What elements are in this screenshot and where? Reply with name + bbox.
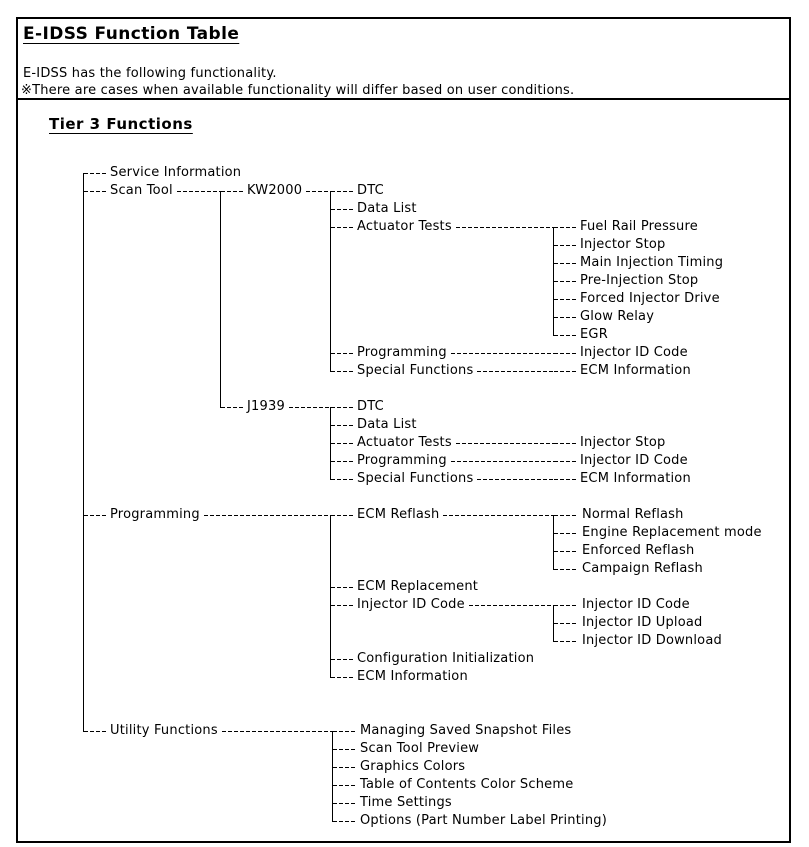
tree-branch-dash (221, 191, 243, 192)
intro-line-2: ※There are cases when available functionality will differ based on user conditions. (21, 83, 575, 98)
tree-node-table-of-contents-color-scheme: Table of Contents Color Scheme (360, 777, 574, 793)
section-title: Tier 3 Functions (49, 115, 193, 133)
tree-branch-dash (333, 821, 356, 822)
tree-branch-dash (221, 407, 243, 408)
tree-branch-dash (554, 641, 578, 642)
tree-node-scan-tool: Scan Tool (110, 183, 173, 199)
tree-node-kw2000: KW2000 (247, 183, 303, 199)
tree-node-actuator-tests: Actuator Tests (357, 219, 452, 235)
tree-node-enforced-reflash: Enforced Reflash (582, 543, 695, 559)
tree-node-campaign-reflash: Campaign Reflash (582, 561, 703, 577)
tree-branch-dash (477, 371, 554, 372)
tree-branch-dash (222, 731, 333, 732)
tree-branch-dash (84, 173, 106, 174)
tree-node-ecm-information: ECM Information (580, 363, 691, 379)
tree-branch-dash (554, 263, 576, 264)
tree-branch-dash (554, 551, 578, 552)
tree-vertical-line (83, 173, 84, 732)
tree-branch-dash (84, 191, 106, 192)
tree-node-special-functions: Special Functions (357, 363, 474, 379)
tree-node-glow-relay: Glow Relay (580, 309, 655, 325)
tree-branch-dash (554, 245, 576, 246)
tree-branch-dash (554, 281, 576, 282)
tree-branch-dash (331, 605, 353, 606)
tree-branch-dash (331, 443, 353, 444)
tree-branch-dash (333, 767, 356, 768)
tree-branch-dash (306, 191, 331, 192)
tree-vertical-line (330, 191, 331, 372)
tree-node-ecm-reflash: ECM Reflash (357, 507, 440, 523)
tree-branch-dash (331, 425, 353, 426)
tree-branch-dash (456, 227, 554, 228)
tree-node-scan-tool-preview: Scan Tool Preview (360, 741, 480, 757)
tree-branch-dash (554, 227, 576, 228)
tree-node-egr: EGR (580, 327, 608, 343)
tree-node-injector-stop: Injector Stop (580, 237, 666, 253)
tree-branch-dash (554, 443, 576, 444)
tree-node-special-functions: Special Functions (357, 471, 474, 487)
tree-branch-dash (331, 479, 353, 480)
tree-vertical-line (553, 515, 554, 570)
tree-node-utility-functions: Utility Functions (110, 723, 218, 739)
tree-branch-dash (331, 407, 353, 408)
tree-branch-dash (554, 353, 576, 354)
tree-node-pre-injection-stop: Pre-Injection Stop (580, 273, 699, 289)
tree-branch-dash (331, 227, 353, 228)
tree-node-ecm-information: ECM Information (580, 471, 691, 487)
tree-branch-dash (331, 371, 353, 372)
tree-node-injector-id-code: Injector ID Code (580, 453, 688, 469)
tree-branch-dash (554, 515, 578, 516)
tree-node-fuel-rail-pressure: Fuel Rail Pressure (580, 219, 698, 235)
tree-node-injector-id-code: Injector ID Code (357, 597, 465, 613)
tree-branch-dash (331, 659, 353, 660)
tree-branch-dash (554, 371, 576, 372)
tree-branch-dash (554, 623, 578, 624)
tree-node-ecm-information: ECM Information (357, 669, 468, 685)
tree-branch-dash (554, 569, 578, 570)
tree-branch-dash (554, 299, 576, 300)
tree-branch-dash (451, 461, 554, 462)
tree-branch-dash (554, 605, 578, 606)
tree-node-data-list: Data List (357, 417, 417, 433)
tree-node-forced-injector-drive: Forced Injector Drive (580, 291, 720, 307)
tree-branch-dash (451, 353, 554, 354)
tree-branch-dash (469, 605, 554, 606)
tree-node-j1939: J1939 (247, 399, 285, 415)
tree-branch-dash (204, 515, 331, 516)
tree-branch-dash (84, 731, 106, 732)
tree-branch-dash (554, 479, 576, 480)
tree-node-programming: Programming (357, 345, 447, 361)
tree-branch-dash (554, 335, 576, 336)
tree-node-normal-reflash: Normal Reflash (582, 507, 684, 523)
tree-node-ecm-replacement: ECM Replacement (357, 579, 479, 595)
tree-branch-dash (333, 731, 356, 732)
tree-branch-dash (331, 209, 353, 210)
tree-branch-dash (554, 461, 576, 462)
tree-branch-dash (331, 461, 353, 462)
tree-branch-dash (456, 443, 554, 444)
tree-vertical-line (220, 191, 221, 408)
tree-node-injector-id-upload: Injector ID Upload (582, 615, 703, 631)
tree-branch-dash (443, 515, 554, 516)
tree-branch-dash (84, 515, 106, 516)
tree-node-dtc: DTC (357, 399, 384, 415)
tree-node-injector-stop: Injector Stop (580, 435, 666, 451)
tree-branch-dash (331, 353, 353, 354)
tree-node-options-part-number-label-printing: Options (Part Number Label Printing) (360, 813, 607, 829)
tree-branch-dash (333, 803, 356, 804)
tree-vertical-line (332, 731, 333, 822)
tree-branch-dash (289, 407, 331, 408)
tree-branch-dash (477, 479, 554, 480)
tree-branch-dash (331, 587, 353, 588)
tree-branch-dash (331, 515, 353, 516)
tree-branch-dash (554, 317, 576, 318)
tree-node-main-injection-timing: Main Injection Timing (580, 255, 724, 271)
tree-node-programming: Programming (357, 453, 447, 469)
tree-branch-dash (554, 533, 578, 534)
tree-node-injector-id-code: Injector ID Code (582, 597, 690, 613)
page-title: E-IDSS Function Table (23, 24, 240, 44)
intro-line-1: E-IDSS has the following functionality. (23, 66, 277, 81)
tree-branch-dash (333, 785, 356, 786)
tree-node-injector-id-code: Injector ID Code (580, 345, 688, 361)
tree-node-data-list: Data List (357, 201, 417, 217)
tree-branch-dash (331, 677, 353, 678)
tree-node-time-settings: Time Settings (360, 795, 452, 811)
tree-node-actuator-tests: Actuator Tests (357, 435, 452, 451)
tree-node-configuration-initialization: Configuration Initialization (357, 651, 535, 667)
tree-node-programming: Programming (110, 507, 200, 523)
tree-branch-dash (177, 191, 221, 192)
tree-branch-dash (331, 191, 353, 192)
tree-node-graphics-colors: Graphics Colors (360, 759, 466, 775)
tree-branch-dash (333, 749, 356, 750)
tree-node-service-information: Service Information (110, 165, 242, 181)
tree-node-dtc: DTC (357, 183, 384, 199)
tree-node-injector-id-download: Injector ID Download (582, 633, 722, 649)
tree-node-managing-saved-snapshot-files: Managing Saved Snapshot Files (360, 723, 572, 739)
tree-node-engine-replacement-mode: Engine Replacement mode (582, 525, 762, 541)
tree-vertical-line (330, 515, 331, 678)
